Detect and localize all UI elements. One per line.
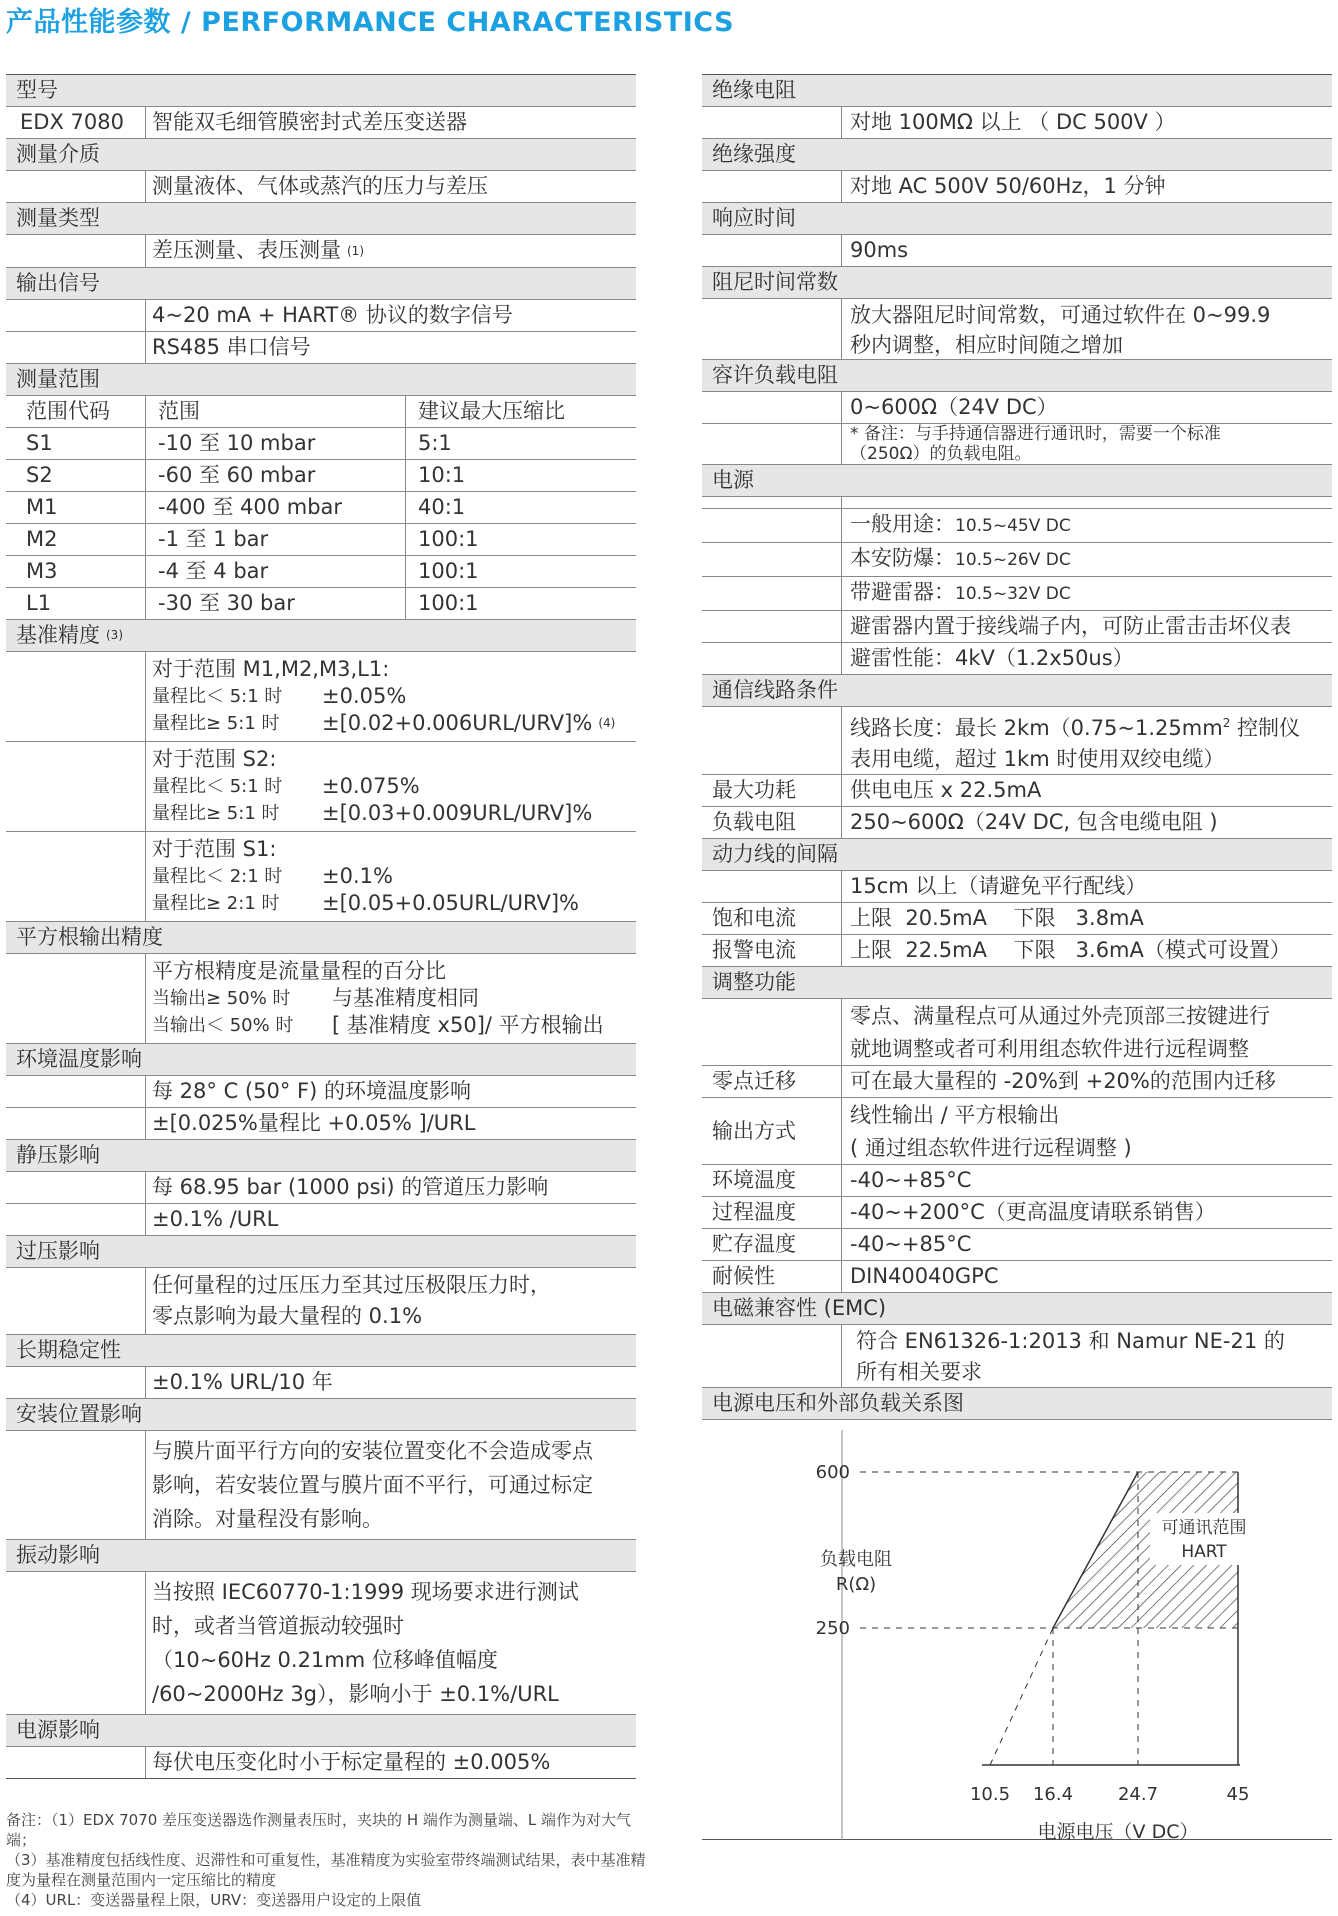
row-value xyxy=(702,611,1332,643)
range-code: S2 xyxy=(26,462,53,487)
range-ratio: 40:1 xyxy=(405,492,636,523)
section-title: 电源电压和外部负载关系图 xyxy=(712,1391,964,1415)
section-title: 基准精度 xyxy=(16,622,100,647)
section-stability xyxy=(6,1335,636,1367)
power-effect-value: 每伏电压变化时小于标定量程的 ±0.005% xyxy=(145,1747,636,1778)
accuracy-value: ±[0.02+0.006URL/URV]% xyxy=(322,710,593,735)
section-power-effect xyxy=(6,1715,636,1747)
adjust-value: 就地调整或者可利用组态软件进行远程调整 xyxy=(850,1037,1249,1061)
section-static xyxy=(6,1140,636,1172)
accuracy-title: 对于范围 S2: xyxy=(152,746,277,771)
row-medium xyxy=(6,171,636,203)
power-value: 10.5~26V DC xyxy=(955,550,1071,570)
emc-values xyxy=(842,1325,1332,1387)
section-title: 调整功能 xyxy=(712,970,796,994)
temp-value: ±[0.025%量程比 +0.05% ]/URL xyxy=(145,1108,636,1139)
row-label: 环境温度 xyxy=(702,1165,842,1196)
static-value: 每 68.95 bar (1000 psi) 的管道压力影响 xyxy=(145,1172,636,1203)
section-power xyxy=(702,465,1332,497)
medium-value: 测量液体、气体或蒸汽的压力与差压 xyxy=(145,171,636,202)
section-model xyxy=(6,75,636,107)
range-value: -30 至 30 bar xyxy=(145,588,405,619)
range-code: S1 xyxy=(26,430,53,455)
table-row xyxy=(6,428,636,460)
footnote: 备注：（1）EDX 7070 差压变送器选作测量表压时，夹块的 H 端作为测量端、L 端作为对大气端； xyxy=(6,1811,632,1849)
accuracy-condition: 量程比≥ 5:1 时 xyxy=(152,802,280,824)
section-title: 环境温度影响 xyxy=(16,1046,142,1071)
section-medium xyxy=(6,139,636,171)
range-header-row xyxy=(6,396,636,428)
load-note xyxy=(842,424,1332,464)
footnote: （4）URL：变送器量程上限，URV：变送器用户设定的上限值 xyxy=(6,1891,422,1909)
row-ambient xyxy=(702,1165,1332,1197)
mounting-value: 消除。对量程没有影响。 xyxy=(152,1506,383,1531)
model-code: EDX 7080 xyxy=(20,110,124,134)
row-value xyxy=(702,171,1332,203)
footnote: （3）基准精度包括线性度、迟滞性和可重复性，基准精度为实验室带终端测试结果，表中基准精度为量程在测量范围内一定压缩比的精度 xyxy=(6,1851,646,1889)
section-title: 电磁兼容性 (EMC) xyxy=(712,1296,887,1320)
accuracy-block xyxy=(6,742,636,832)
overpressure-value: 零点影响为最大量程的 0.1% xyxy=(152,1303,423,1328)
damping-value: 秒内调整，相应时间随之增加 xyxy=(850,333,1123,357)
row-label: 输出方式 xyxy=(702,1098,842,1164)
section-response xyxy=(702,203,1332,235)
model-desc: 智能双毛细管膜密封式差压变送器 xyxy=(145,107,636,138)
row-saturation xyxy=(702,903,1332,935)
damping-value: 放大器阻尼时间常数，可通过软件在 0~99.9 xyxy=(850,303,1271,327)
comm-values xyxy=(842,707,1332,774)
insulation-res-value: 对地 100MΩ 以上 （ DC 500V ） xyxy=(850,110,1176,134)
range-ratio: 100:1 xyxy=(405,588,636,619)
range-col-ratio: 建议最大压缩比 xyxy=(405,396,636,427)
accuracy-value: ±0.075% xyxy=(322,773,420,798)
comm-line xyxy=(850,707,1332,744)
y-axis-label: 负载电阻 xyxy=(820,1549,892,1570)
row-temp-1 xyxy=(6,1076,636,1108)
section-output xyxy=(6,268,636,300)
row-static-1 xyxy=(6,1172,636,1204)
type-value: 差压测量、表压测量 xyxy=(152,238,341,262)
row-label: 饱和电流 xyxy=(702,903,842,934)
footnotes xyxy=(6,1810,646,1910)
right-spec-table xyxy=(702,74,1332,1840)
range-col-code: 范围代码 xyxy=(26,398,110,423)
section-vibration xyxy=(6,1540,636,1572)
row-value xyxy=(702,543,1332,577)
row-power-effect xyxy=(6,1747,636,1778)
vibration-value: 时，或者当管道振动较强时 xyxy=(152,1613,404,1638)
x-tick-label: 24.7 xyxy=(1117,1784,1159,1805)
temp-value: 每 28° C (50° F) 的环境温度影响 xyxy=(145,1076,636,1107)
load-chart xyxy=(702,1420,1332,1840)
section-title: 振动影响 xyxy=(16,1542,100,1567)
row-storage xyxy=(702,1229,1332,1261)
power-label: 带避雷器： xyxy=(850,580,955,604)
sqrt-title: 平方根精度是流量量程的百分比 xyxy=(152,958,446,983)
row-label: 过程温度 xyxy=(702,1197,842,1228)
insulation-str-value: 对地 AC 500V 50/60Hz，1 分钟 xyxy=(850,174,1166,198)
accuracy-block xyxy=(6,832,636,922)
table-row xyxy=(6,492,636,524)
vibration-value: 当按照 IEC60770-1:1999 现场要求进行测试 xyxy=(152,1579,579,1604)
range-value: -60 至 60 mbar xyxy=(145,460,405,491)
range-code: M3 xyxy=(26,558,58,583)
output-value-1: 4~20 mA + HART® 协议的数字信号 xyxy=(145,300,636,331)
section-title: 通信线路条件 xyxy=(712,678,838,702)
section-title: 动力线的间隔 xyxy=(712,842,838,866)
section-title: 过压影响 xyxy=(16,1238,100,1263)
accuracy-condition: 量程比≥ 2:1 时 xyxy=(152,892,280,914)
row-value xyxy=(702,643,1332,675)
row-value: 供电电压 x 22.5mA xyxy=(850,778,1042,802)
row-value: -40~+85°C xyxy=(850,1232,972,1256)
section-insulation-res xyxy=(702,75,1332,107)
emc-value: 所有相关要求 xyxy=(856,1360,982,1384)
mounting-value: 与膜片面平行方向的安装位置变化不会造成零点 xyxy=(152,1438,593,1463)
row-output-mode xyxy=(702,1098,1332,1165)
row-value xyxy=(702,424,1332,465)
row-value xyxy=(702,509,1332,543)
comm-value: 线路长度：最长 2km（0.75~1.25mm xyxy=(850,716,1223,740)
table-row xyxy=(6,588,636,620)
note-line: * 备注：与手持通信器进行通讯时，需要一个标准 xyxy=(850,424,1221,444)
vibration-value: /60~2000Hz 3g），影响小于 ±0.1%/URL xyxy=(152,1681,559,1706)
section-accuracy xyxy=(6,620,636,652)
accuracy-condition: 量程比＜ 5:1 时 xyxy=(152,685,283,707)
region-label: 可通讯范围 xyxy=(1161,1518,1247,1538)
comm-value: 表用电缆，超过 1km 时使用双绞电缆） xyxy=(850,747,1225,771)
page-title: 产品性能参数 / PERFORMANCE CHARACTERISTICS xyxy=(6,7,735,38)
footnote-ref: (1) xyxy=(347,243,364,258)
section-title: 静压影响 xyxy=(16,1142,100,1167)
row-weather xyxy=(702,1261,1332,1293)
section-chart xyxy=(702,1388,1332,1419)
section-overpressure xyxy=(6,1236,636,1268)
power-label: 一般用途： xyxy=(850,512,955,536)
spacing-value: 15cm 以上（请避免平行配线） xyxy=(850,874,1147,898)
range-value: -1 至 1 bar xyxy=(145,524,405,555)
accuracy-block xyxy=(6,652,636,742)
row-type xyxy=(6,235,636,268)
row-label: 报警电流 xyxy=(702,935,842,966)
power-line xyxy=(842,543,1332,576)
table-row xyxy=(6,460,636,492)
output-mode-values xyxy=(842,1098,1332,1164)
row-value: -40~+85°C xyxy=(850,1168,972,1192)
row-stability xyxy=(6,1367,636,1399)
row-label: 耐候性 xyxy=(702,1261,842,1292)
section-title: 测量类型 xyxy=(16,206,100,230)
range-ratio: 5:1 xyxy=(405,428,636,459)
output-value-2: RS485 串口信号 xyxy=(145,332,636,363)
row-process xyxy=(702,1197,1332,1229)
static-value: ±0.1% /URL xyxy=(145,1204,636,1235)
response-value: 90ms xyxy=(850,238,909,262)
row-value: 250~600Ω（24V DC, 包含电缆电阻 ) xyxy=(850,810,1218,834)
row-value xyxy=(702,299,1332,360)
section-title: 测量介质 xyxy=(16,142,100,166)
table-row xyxy=(6,556,636,588)
row-zero xyxy=(702,1066,1332,1098)
power-value: 避雷性能：4kV（1.2x50us） xyxy=(850,646,1134,670)
accuracy-value: ±[0.03+0.009URL/URV]% xyxy=(322,800,593,825)
footnote-ref: (3) xyxy=(106,627,123,642)
sqrt-condition: 当输出≥ 50% 时 xyxy=(152,987,291,1009)
power-line xyxy=(842,577,1332,610)
row-value: ( 通过组态软件进行远程调整 ) xyxy=(850,1136,1132,1160)
row-value xyxy=(702,235,1332,267)
row-load-res xyxy=(702,807,1332,839)
row-value xyxy=(702,577,1332,611)
x-axis-label: 电源电压（V DC） xyxy=(1037,1821,1199,1840)
row-output-2 xyxy=(6,332,636,364)
row-label: 零点迁移 xyxy=(702,1066,842,1097)
footnote-ref: (4) xyxy=(598,715,616,730)
range-code: M2 xyxy=(26,526,58,551)
accuracy-value: ±[0.05+0.05URL/URV]% xyxy=(322,890,579,915)
section-title: 绝缘强度 xyxy=(712,142,796,166)
range-value: -10 至 10 mbar xyxy=(145,428,405,459)
y-axis-label: R(Ω) xyxy=(835,1574,877,1595)
y-tick-label: 250 xyxy=(815,1618,850,1639)
adjust-value: 零点、满量程点可从通过外壳顶部三按键进行 xyxy=(850,1004,1270,1028)
accuracy-title: 对于范围 S1: xyxy=(152,836,277,861)
series-line-dashed xyxy=(990,1628,1053,1765)
range-ratio: 10:1 xyxy=(405,460,636,491)
power-value: 10.5~32V DC xyxy=(955,584,1071,604)
row-label: 最大功耗 xyxy=(702,775,842,806)
section-title: 型号 xyxy=(16,78,58,102)
overpressure-value: 任何量程的过压压力至其过压极限压力时， xyxy=(152,1272,551,1297)
range-value: -400 至 400 mbar xyxy=(145,492,405,523)
comm-value: 控制仪 xyxy=(1230,716,1301,740)
row-label: 贮存温度 xyxy=(702,1229,842,1260)
section-insulation-str xyxy=(702,139,1332,171)
mounting-block xyxy=(6,1431,636,1540)
range-ratio: 100:1 xyxy=(405,556,636,587)
x-tick-label: 45 xyxy=(1226,1784,1250,1805)
left-spec-table xyxy=(6,74,636,1779)
range-code: L1 xyxy=(26,590,52,615)
section-title: 输出信号 xyxy=(16,270,100,295)
section-title: 绝缘电阻 xyxy=(712,78,796,102)
damping-values xyxy=(842,299,1332,359)
section-range xyxy=(6,364,636,396)
section-adjust xyxy=(702,967,1332,999)
row-value xyxy=(702,497,1332,509)
section-title: 电源 xyxy=(712,468,754,492)
section-title: 安装位置影响 xyxy=(16,1401,142,1426)
accuracy-condition: 量程比＜ 5:1 时 xyxy=(152,775,283,797)
row-output-1 xyxy=(6,300,636,332)
x-tick-label: 10.5 xyxy=(969,1784,1011,1805)
vibration-block xyxy=(6,1572,636,1715)
accuracy-value: ±0.1% xyxy=(322,863,393,888)
vibration-value: （10~60Hz 0.21mm 位移峰值幅度 xyxy=(152,1647,498,1672)
sqrt-condition: 当输出＜ 50% 时 xyxy=(152,1014,294,1036)
row-static-2 xyxy=(6,1204,636,1236)
section-comm xyxy=(702,675,1332,707)
range-col-range: 范围 xyxy=(145,396,405,427)
row-label: 负载电阻 xyxy=(702,807,842,838)
range-ratio: 100:1 xyxy=(405,524,636,555)
row-model xyxy=(6,107,636,139)
section-title: 容许负载电阻 xyxy=(712,363,838,387)
section-spacing xyxy=(702,839,1332,871)
row-value: 上限 20.5mA 下限 3.8mA xyxy=(850,906,1144,930)
sqrt-value: 与基准精度相同 xyxy=(332,985,479,1010)
y-tick-label: 600 xyxy=(815,1462,850,1483)
row-max-power xyxy=(702,775,1332,807)
load-value: 0~600Ω（24V DC） xyxy=(850,395,1058,419)
row-value xyxy=(702,1325,1332,1388)
chart-container xyxy=(702,1419,1332,1839)
row-value xyxy=(702,871,1332,903)
section-load xyxy=(702,360,1332,392)
row-temp-2 xyxy=(6,1108,636,1140)
row-value: -40~+200°C（更高温度请联系销售） xyxy=(850,1200,1216,1224)
row-value: DIN40040GPC xyxy=(850,1264,999,1288)
row-value: 上限 22.5mA 下限 3.6mA（模式可设置） xyxy=(850,938,1291,962)
adjust-values xyxy=(842,999,1332,1065)
mounting-value: 影响，若安装位置与膜片面不平行，可通过标定 xyxy=(152,1472,593,1497)
range-value: -4 至 4 bar xyxy=(145,556,405,587)
section-damping xyxy=(702,267,1332,299)
row-value xyxy=(702,107,1332,139)
overpressure-block xyxy=(6,1268,636,1335)
section-title: 长期稳定性 xyxy=(16,1337,121,1362)
power-value: 避雷器内置于接线端子内，可防止雷击击坏仪表 xyxy=(850,614,1291,638)
sqrt-value: [ 基准精度 x50]/ 平方根输出 xyxy=(332,1012,604,1037)
power-value: 10.5~45V DC xyxy=(955,516,1071,536)
note-line: （250Ω）的负载电阻。 xyxy=(850,444,1032,464)
section-title: 电源影响 xyxy=(16,1717,100,1742)
section-mounting xyxy=(6,1399,636,1431)
accuracy-title: 对于范围 M1,M2,M3,L1: xyxy=(152,656,390,681)
section-sqrt xyxy=(6,922,636,954)
row-value: 可在最大量程的 -20%到 +20%的范围内迁移 xyxy=(850,1069,1276,1093)
accuracy-value: ±0.05% xyxy=(322,683,407,708)
section-emc xyxy=(702,1293,1332,1325)
accuracy-condition: 量程比＜ 2:1 时 xyxy=(152,865,283,887)
stability-value: ±0.1% URL/10 年 xyxy=(145,1367,636,1398)
row-value: 线性输出 / 平方根输出 xyxy=(850,1103,1060,1127)
section-title: 测量范围 xyxy=(16,366,100,391)
section-title: 阻尼时间常数 xyxy=(712,270,838,294)
row-value xyxy=(702,999,1332,1066)
emc-value: 符合 EN61326-1:2013 和 Namur NE-21 的 xyxy=(856,1329,1285,1353)
row-value xyxy=(702,392,1332,424)
power-label: 本安防爆： xyxy=(850,546,955,570)
power-line xyxy=(842,509,1332,542)
row-alarm xyxy=(702,935,1332,967)
range-code: M1 xyxy=(26,494,58,519)
region-label: HART xyxy=(1181,1542,1227,1562)
table-row xyxy=(6,524,636,556)
section-type xyxy=(6,203,636,235)
row-value xyxy=(702,707,1332,775)
section-title: 平方根输出精度 xyxy=(16,924,163,949)
section-temp xyxy=(6,1044,636,1076)
accuracy-condition: 量程比≥ 5:1 时 xyxy=(152,712,280,734)
x-tick-label: 16.4 xyxy=(1032,1784,1074,1805)
section-title: 响应时间 xyxy=(712,206,796,230)
superscript: 2 xyxy=(1222,716,1231,730)
sqrt-block xyxy=(6,954,636,1044)
